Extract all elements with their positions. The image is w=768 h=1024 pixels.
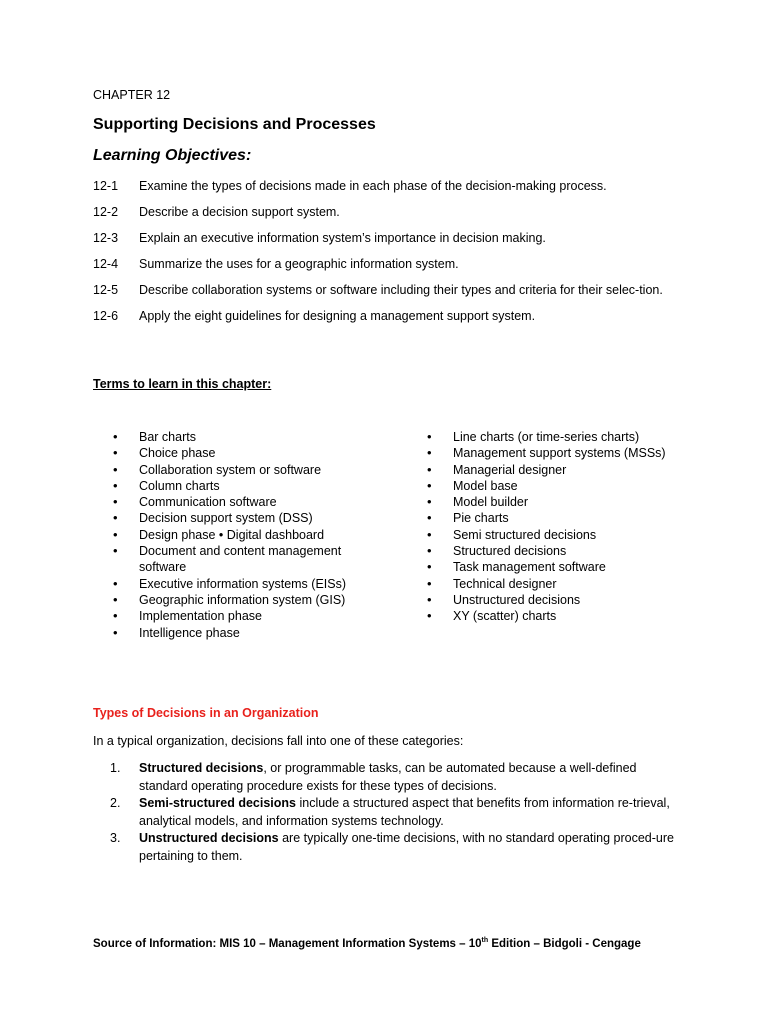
objective-item: [93, 178, 673, 195]
objective-number: 12-6: [93, 309, 119, 323]
term-item: • XY (scatter) charts: [424, 608, 694, 624]
term-item: • Bar charts: [110, 429, 365, 445]
term-item: • Semi structured decisions: [424, 527, 694, 543]
term-item: • Geographic information system (GIS): [110, 592, 365, 608]
term-item: • Column charts: [110, 478, 365, 494]
term-item: • Model builder: [424, 494, 694, 510]
item-number: 2.: [110, 796, 121, 810]
item-number: 3.: [110, 831, 121, 845]
objective-item: [93, 308, 673, 325]
terms-list-right: [424, 429, 694, 625]
term-item: • Collaboration system or software: [110, 462, 365, 478]
term-item: • Task management software: [424, 559, 694, 575]
item-term: Unstructured decisions: [139, 831, 279, 845]
item-term: Semi-structured decisions: [139, 796, 296, 810]
terms-heading: Terms to learn in this chapter:: [93, 377, 272, 391]
item-text: are typically one-time decisions, with no standard operating proced-ure pertaining to them.: [139, 831, 674, 863]
term-item: • Unstructured decisions: [424, 592, 694, 608]
objective-text: Explain an executive information system’s importance in decision making.: [139, 231, 546, 245]
decision-type-item: [110, 795, 675, 830]
term-item: • Technical designer: [424, 576, 694, 592]
section-intro: In a typical organization, decisions fall into one of these categories:: [93, 734, 464, 748]
chapter-title: Supporting Decisions and Processes: [93, 116, 376, 133]
term-item: • Structured decisions: [424, 543, 694, 559]
objective-number: 12-4: [93, 257, 119, 271]
decision-type-item: [110, 830, 675, 865]
item-text: include a structured aspect that benefits from information re-trieval, analytical models, and information systems technology.: [139, 796, 670, 828]
learning-objectives-list: [93, 178, 673, 334]
footer-superscript: th: [481, 937, 489, 944]
footer-suffix: Edition – Bidgoli - Cengage: [488, 937, 641, 950]
objective-text: Examine the types of decisions made in each phase of the decision-making process.: [139, 179, 607, 193]
section-heading: Types of Decisions in an Organization: [93, 706, 319, 720]
term-item: • Implementation phase: [110, 608, 365, 624]
objective-item: [93, 282, 673, 299]
footer-prefix: Source of Information: MIS 10 – Management Information Systems – 10: [93, 937, 482, 950]
term-item: • Management support systems (MSSs): [424, 445, 694, 461]
objective-item: [93, 230, 673, 247]
objective-text: Describe collaboration systems or software including their types and criteria for their selec-tion.: [139, 283, 663, 297]
item-text: , or programmable tasks, can be automated because a well-defined standard operating procedure exists for these types of decisions.: [139, 761, 637, 793]
term-item: • Intelligence phase: [110, 625, 365, 641]
term-item: • Executive information systems (EISs): [110, 576, 365, 592]
term-item: • Managerial designer: [424, 462, 694, 478]
term-item: • Choice phase: [110, 445, 365, 461]
term-item: • Communication software: [110, 494, 365, 510]
term-item: • Decision support system (DSS): [110, 510, 365, 526]
term-item: • Design phase • Digital dashboard: [110, 527, 365, 543]
terms-list-left: [110, 429, 365, 641]
objective-item: [93, 256, 673, 273]
term-item: • Pie charts: [424, 510, 694, 526]
source-footer: [93, 937, 641, 950]
item-term: Structured decisions: [139, 761, 264, 775]
objective-number: 12-3: [93, 231, 119, 245]
objective-number: 12-2: [93, 205, 119, 219]
objective-number: 12-1: [93, 179, 119, 193]
objective-item: [93, 204, 673, 221]
decision-types-list: [110, 760, 675, 865]
chapter-label: CHAPTER 12: [93, 88, 171, 102]
objective-text: Describe a decision support system.: [139, 205, 340, 219]
term-item: • Model base: [424, 478, 694, 494]
term-item: • Document and content management software: [110, 543, 365, 576]
objective-text: Apply the eight guidelines for designing a management support system.: [139, 309, 536, 323]
decision-type-item: [110, 760, 675, 795]
term-item: • Line charts (or time-series charts): [424, 429, 694, 445]
item-number: 1.: [110, 761, 121, 775]
objective-text: Summarize the uses for a geographic information system.: [139, 257, 459, 271]
learning-objectives-heading: Learning Objectives:: [93, 147, 252, 164]
objective-number: 12-5: [93, 283, 119, 297]
